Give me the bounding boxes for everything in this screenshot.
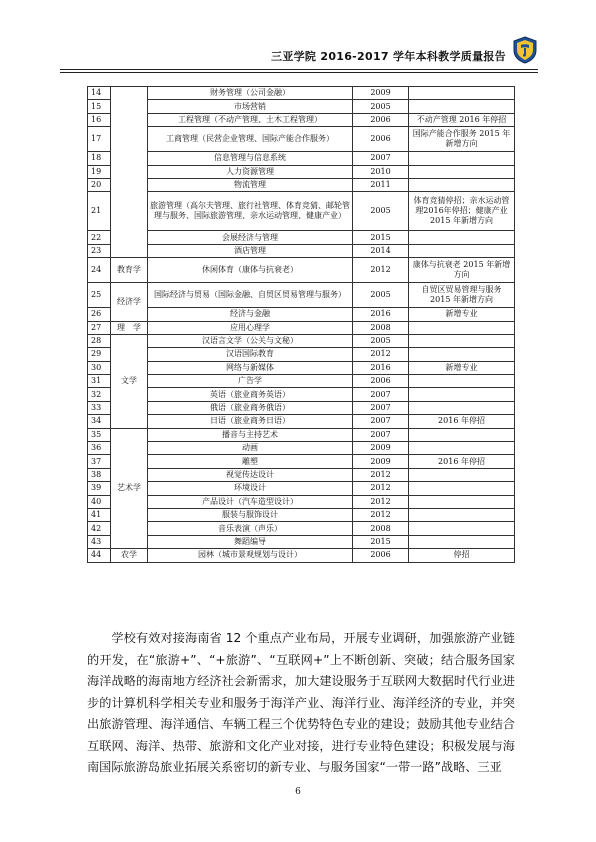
cell-note: 2016 年停招 — [409, 455, 515, 468]
table-row — [88, 549, 515, 562]
cell-major: 网络与新媒体 — [148, 361, 353, 374]
cell-no: 27 — [88, 321, 111, 334]
table-row — [88, 428, 515, 441]
cell-major: 汉语言文学（公关与文秘） — [148, 334, 353, 347]
cell-category: 文学 — [111, 334, 148, 428]
cell-no: 31 — [88, 375, 111, 388]
cell-year: 2012 — [353, 348, 409, 361]
cell-no: 32 — [88, 388, 111, 401]
cell-year: 2007 — [353, 401, 409, 414]
cell-year: 2012 — [353, 482, 409, 495]
table-row — [88, 258, 515, 283]
cell-note — [409, 535, 515, 548]
cell-no: 34 — [88, 415, 111, 428]
cell-note: 新增专业 — [409, 361, 515, 374]
cell-major: 广告学 — [148, 375, 353, 388]
cell-note: 自贸区贸易管理与服务 2015 年新增方向 — [409, 283, 515, 308]
cell-note — [409, 442, 515, 455]
cell-year: 2007 — [353, 388, 409, 401]
cell-major: 财务管理（公司金融） — [148, 87, 353, 100]
cell-note — [409, 388, 515, 401]
cell-no: 20 — [88, 178, 111, 191]
cell-no: 22 — [88, 231, 111, 244]
cell-year: 2016 — [353, 308, 409, 321]
cell-no: 43 — [88, 535, 111, 548]
cell-category: 理 学 — [111, 321, 148, 334]
cell-major: 环境设计 — [148, 482, 353, 495]
cell-note — [409, 321, 515, 334]
cell-no: 24 — [88, 258, 111, 283]
cell-major: 会展经济与管理 — [148, 231, 353, 244]
cell-note — [409, 244, 515, 257]
cell-major: 信息管理与信息系统 — [148, 152, 353, 165]
cell-major: 雕塑 — [148, 455, 353, 468]
cell-note — [409, 100, 515, 113]
table-row — [88, 401, 515, 414]
cell-no: 40 — [88, 495, 111, 508]
cell-note — [409, 468, 515, 481]
cell-no: 28 — [88, 334, 111, 347]
cell-no: 41 — [88, 508, 111, 521]
cell-no: 33 — [88, 401, 111, 414]
cell-no: 36 — [88, 442, 111, 455]
header-rule-thin — [60, 72, 538, 73]
table-row — [88, 495, 515, 508]
cell-major: 服装与服饰设计 — [148, 508, 353, 521]
cell-no: 23 — [88, 244, 111, 257]
cell-note — [409, 334, 515, 347]
cell-no: 17 — [88, 127, 111, 152]
header-rule — [60, 69, 538, 70]
table-row — [88, 468, 515, 481]
cell-note — [409, 401, 515, 414]
cell-note: 停招 — [409, 549, 515, 562]
cell-major: 工程管理（不动产管理、土木工程管理） — [148, 113, 353, 126]
cell-major: 日语（旅业商务日语） — [148, 415, 353, 428]
cell-major: 酒店管理 — [148, 244, 353, 257]
table-row — [88, 178, 515, 191]
cell-year: 2006 — [353, 127, 409, 152]
cell-major: 播音与主持艺术 — [148, 428, 353, 441]
table-row — [88, 375, 515, 388]
cell-note — [409, 348, 515, 361]
cell-year: 2008 — [353, 522, 409, 535]
cell-year: 2012 — [353, 468, 409, 481]
table-row — [88, 127, 515, 152]
cell-year: 2005 — [353, 100, 409, 113]
cell-note — [409, 231, 515, 244]
cell-year: 2008 — [353, 321, 409, 334]
cell-category: 教育学 — [111, 258, 148, 283]
table-row — [88, 87, 515, 100]
cell-no: 38 — [88, 468, 111, 481]
table-row — [88, 308, 515, 321]
cell-year: 2005 — [353, 283, 409, 308]
table-row — [88, 244, 515, 257]
cell-no: 19 — [88, 165, 111, 178]
table-row — [88, 522, 515, 535]
cell-year: 2006 — [353, 549, 409, 562]
cell-note — [409, 178, 515, 191]
cell-year: 2007 — [353, 152, 409, 165]
cell-note — [409, 87, 515, 100]
cell-major: 休闲体育（康体与抗衰老） — [148, 258, 353, 283]
cell-major: 英语（旅业商务英语） — [148, 388, 353, 401]
cell-major: 园林（城市景观规划与设计） — [148, 549, 353, 562]
table-row — [88, 192, 515, 231]
table-row — [88, 415, 515, 428]
cell-note: 2016 年停招 — [409, 415, 515, 428]
cell-no: 26 — [88, 308, 111, 321]
table-row — [88, 361, 515, 374]
cell-note — [409, 508, 515, 521]
cell-year: 2006 — [353, 375, 409, 388]
cell-major: 视觉传达设计 — [148, 468, 353, 481]
cell-no: 14 — [88, 87, 111, 100]
paragraph-text: 学校有效对接海南省 12 个重点产业布局，开展专业调研，加强旅游产业链的开发，在“旅游+”、“+旅游”、“互联网+”上不断创新、突破；结合服务国家海洋战略的海南地方经济社会新需求，加大建设服务于互联网大数据时代行业进步的计算机科学相关专业和服务于海洋产业、海洋行业、海洋经济的专业，并突出旅游管理、海洋通信、车辆工程三个优势特色专业的建设；鼓励其他专业结合互联网、海洋、热带、旅游和文化产业对接，进行专业特色建设；积极发展与海南国际旅游岛旅业拓展关系密切的新专业、与服务国家“一带一路”战略、三亚 — [87, 631, 515, 774]
cell-note — [409, 495, 515, 508]
cell-no: 29 — [88, 348, 111, 361]
cell-year: 2012 — [353, 258, 409, 283]
cell-category — [111, 87, 148, 258]
cell-year: 2005 — [353, 192, 409, 231]
cell-major: 人力资源管理 — [148, 165, 353, 178]
table-row — [88, 388, 515, 401]
table-row — [88, 165, 515, 178]
page-header — [60, 34, 538, 74]
cell-major: 汉语国际教育 — [148, 348, 353, 361]
cell-major: 工商管理（民营企业管理、国际产能合作服务） — [148, 127, 353, 152]
cell-note: 不动产管理 2016 年停招 — [409, 113, 515, 126]
cell-year: 2014 — [353, 244, 409, 257]
cell-no: 37 — [88, 455, 111, 468]
cell-year: 2015 — [353, 231, 409, 244]
table-row — [88, 283, 515, 308]
cell-no: 16 — [88, 113, 111, 126]
cell-no: 21 — [88, 192, 111, 231]
cell-major: 应用心理学 — [148, 321, 353, 334]
cell-no: 44 — [88, 549, 111, 562]
cell-note — [409, 165, 515, 178]
table-row — [88, 231, 515, 244]
cell-major: 国际经济与贸易（国际金融、自贸区贸易管理与服务） — [148, 283, 353, 308]
cell-year: 2012 — [353, 508, 409, 521]
cell-year: 2006 — [353, 113, 409, 126]
cell-no: 18 — [88, 152, 111, 165]
cell-major: 市场营销 — [148, 100, 353, 113]
cell-year: 2009 — [353, 455, 409, 468]
cell-year: 2009 — [353, 442, 409, 455]
table-row — [88, 321, 515, 334]
cell-major: 旅游管理（高尔夫管理、旅行社管理、体育竞猜、邮轮管理与服务、国际旅游管理、亲水运动管理、健康产业） — [148, 192, 353, 231]
table-row — [88, 455, 515, 468]
cell-note — [409, 482, 515, 495]
table-row — [88, 348, 515, 361]
cell-no: 39 — [88, 482, 111, 495]
table-row — [88, 535, 515, 548]
cell-category: 农学 — [111, 549, 148, 562]
cell-year: 2011 — [353, 178, 409, 191]
cell-no: 35 — [88, 428, 111, 441]
cell-category: 艺术学 — [111, 428, 148, 549]
cell-year: 2007 — [353, 415, 409, 428]
cell-no: 42 — [88, 522, 111, 535]
page-number: 6 — [295, 787, 301, 797]
report-title: 三亚学院 2016-2017 学年本科教学质量报告 — [271, 50, 506, 63]
table-row — [88, 442, 515, 455]
cell-major: 产品设计（汽车造型设计） — [148, 495, 353, 508]
cell-no: 25 — [88, 283, 111, 308]
cell-major: 动画 — [148, 442, 353, 455]
cell-note: 体育竞猜停招；亲水运动管理2016年停招；健康产业 2015 年新增方向 — [409, 192, 515, 231]
cell-major: 经济与金融 — [148, 308, 353, 321]
cell-year: 2012 — [353, 495, 409, 508]
cell-year: 2007 — [353, 428, 409, 441]
table-row — [88, 100, 515, 113]
body-paragraph — [87, 628, 515, 779]
cell-no: 30 — [88, 361, 111, 374]
cell-note: 国际产能合作服务 2015 年新增方向 — [409, 127, 515, 152]
cell-no: 15 — [88, 100, 111, 113]
table-row — [88, 482, 515, 495]
cell-note: 康体与抗衰老 2015 年新增方向 — [409, 258, 515, 283]
cell-year: 2005 — [353, 334, 409, 347]
cell-major: 舞蹈编导 — [148, 535, 353, 548]
cell-note — [409, 522, 515, 535]
table-row — [88, 152, 515, 165]
cell-year: 2015 — [353, 535, 409, 548]
cell-major: 俄语（旅业商务俄语） — [148, 401, 353, 414]
cell-major: 音乐表演（声乐） — [148, 522, 353, 535]
university-emblem-icon — [512, 36, 538, 64]
cell-category: 经济学 — [111, 283, 148, 321]
cell-note — [409, 152, 515, 165]
cell-year: 2010 — [353, 165, 409, 178]
cell-year: 2016 — [353, 361, 409, 374]
majors-table — [87, 86, 515, 563]
cell-note: 新增专业 — [409, 308, 515, 321]
table-row — [88, 113, 515, 126]
table-row — [88, 508, 515, 521]
cell-note — [409, 428, 515, 441]
cell-year: 2009 — [353, 87, 409, 100]
cell-major: 物流管理 — [148, 178, 353, 191]
cell-note — [409, 375, 515, 388]
table-row — [88, 334, 515, 347]
